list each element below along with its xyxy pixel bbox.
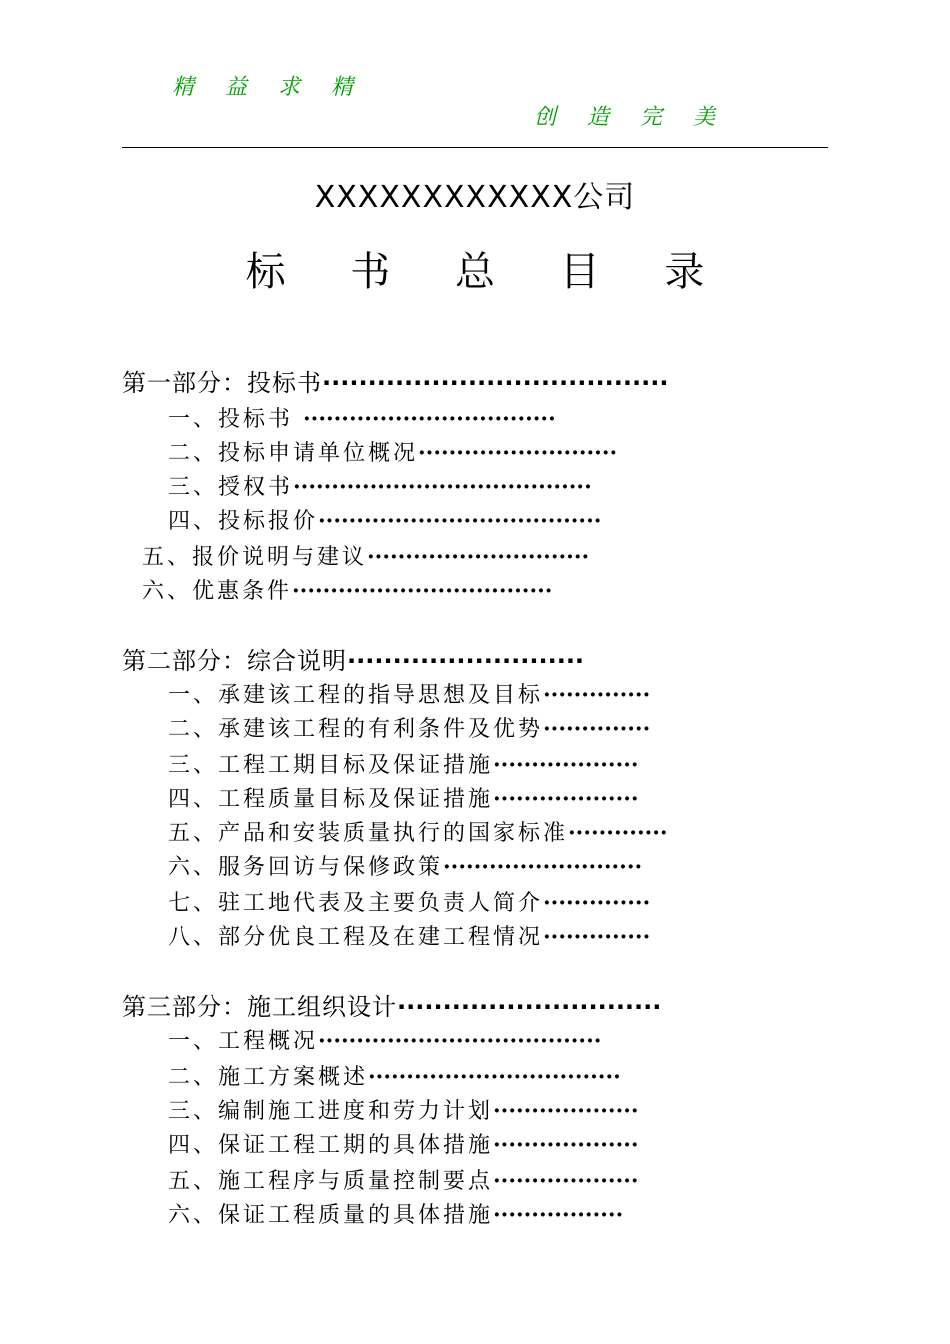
- toc-entry: [168, 1096, 724, 1127]
- toc-part-heading: [122, 368, 758, 398]
- toc-leader-dots: ··································: [292, 578, 553, 604]
- toc-leader-dots: ······································: [322, 369, 669, 397]
- toc-entry-text: 一、工程概况: [168, 1029, 319, 1054]
- toc-entry-text: 一、投标书: [168, 407, 303, 432]
- toc-entry-text: 六、服务回访与保修政策: [168, 855, 444, 880]
- toc-entry: [168, 750, 724, 781]
- toc-leader-dots: ··············: [543, 924, 651, 950]
- toc-entry: [168, 1062, 744, 1093]
- toc-leader-dots: ··············: [543, 890, 651, 916]
- toc-entry: [168, 404, 726, 435]
- toc-entry: [168, 1130, 724, 1161]
- company-name: XXXXXXXXXXXX公司: [314, 180, 636, 215]
- toc-entry: [168, 714, 732, 745]
- toc-entry: [168, 1026, 738, 1057]
- toc-leader-dots: ···················: [493, 786, 639, 812]
- toc-entry: [168, 1166, 724, 1197]
- motto-right: 创 造 完 美: [534, 105, 727, 130]
- toc-entry-text: 五、产品和安装质量执行的国家标准: [168, 821, 569, 846]
- toc-entry-text: 五、施工程序与质量控制要点: [168, 1169, 494, 1194]
- toc-leader-dots: ·············: [568, 820, 668, 846]
- toc-leader-dots: ··························: [418, 440, 618, 466]
- toc-leader-dots: ··············: [543, 716, 651, 742]
- toc-entry: [168, 438, 720, 469]
- toc-entry-text: 二、施工方案概述: [168, 1065, 369, 1090]
- toc-leader-dots: ··························: [443, 854, 643, 880]
- toc-entry: [168, 852, 746, 883]
- toc-entry-text: 第一部分：投标书: [122, 369, 322, 397]
- toc-leader-dots: ·································: [303, 406, 556, 432]
- toc-entry-text: 八、部分优良工程及在建工程情况: [168, 925, 544, 950]
- toc-entry: [168, 506, 738, 537]
- toc-leader-dots: ·································: [368, 1064, 621, 1090]
- toc-entry-text: 六、保证工程质量的具体措施: [168, 1203, 494, 1228]
- toc-leader-dots: ·····························: [397, 993, 662, 1021]
- toc-entry: [168, 818, 730, 849]
- toc-entry-text: 四、投标报价: [168, 509, 319, 534]
- toc-entry-text: 三、编制施工进度和劳力计划: [168, 1099, 494, 1124]
- toc-leader-dots: ·······································: [293, 474, 592, 500]
- toc-leader-dots: ···················: [493, 752, 639, 778]
- toc-entry-text: 六、优惠条件: [142, 579, 293, 604]
- toc-entry: [142, 542, 690, 573]
- toc-leader-dots: ···················: [493, 1098, 639, 1124]
- toc-entry-text: 四、保证工程工期的具体措施: [168, 1133, 494, 1158]
- toc-entry: [168, 922, 728, 953]
- toc-entry: [168, 1200, 698, 1231]
- header-rule: [122, 147, 828, 148]
- toc-entry-text: 三、授权书: [168, 475, 294, 500]
- toc-leader-dots: ··············: [543, 682, 651, 708]
- toc-leader-dots: ·····································: [318, 1028, 602, 1054]
- toc-entry: [168, 888, 728, 919]
- toc-leader-dots: ···················: [493, 1168, 639, 1194]
- toc-entry: [168, 472, 736, 503]
- page-title: 标 书 总 目 录: [245, 249, 731, 295]
- toc-entry-text: 第二部分：综合说明: [122, 647, 347, 675]
- toc-entry: [168, 784, 724, 815]
- toc-entry-text: 第三部分：施工组织设计: [122, 993, 397, 1021]
- toc-entry: [168, 680, 728, 711]
- toc-part-heading: [122, 992, 748, 1022]
- toc-entry-text: 四、工程质量目标及保证措施: [168, 787, 494, 812]
- toc-entry: [142, 576, 684, 607]
- toc-leader-dots: ···················: [493, 1132, 639, 1158]
- motto-left: 精 益 求 精: [172, 75, 365, 100]
- toc-leader-dots: ··························: [347, 647, 585, 675]
- toc-leader-dots: ·····························: [367, 544, 590, 570]
- toc-leader-dots: ·····································: [318, 508, 602, 534]
- toc-entry-text: 七、驻工地代表及主要负责人简介: [168, 891, 544, 916]
- toc-leader-dots: ·················: [493, 1202, 624, 1228]
- toc-entry-text: 三、工程工期目标及保证措施: [168, 753, 494, 778]
- toc-entry-text: 二、承建该工程的有利条件及优势: [168, 717, 544, 742]
- toc-entry-text: 一、承建该工程的指导思想及目标: [168, 683, 544, 708]
- toc-entry-text: 二、投标申请单位概况: [168, 441, 419, 466]
- toc-part-heading: [122, 646, 660, 676]
- toc-entry-text: 五、报价说明与建议: [142, 545, 368, 570]
